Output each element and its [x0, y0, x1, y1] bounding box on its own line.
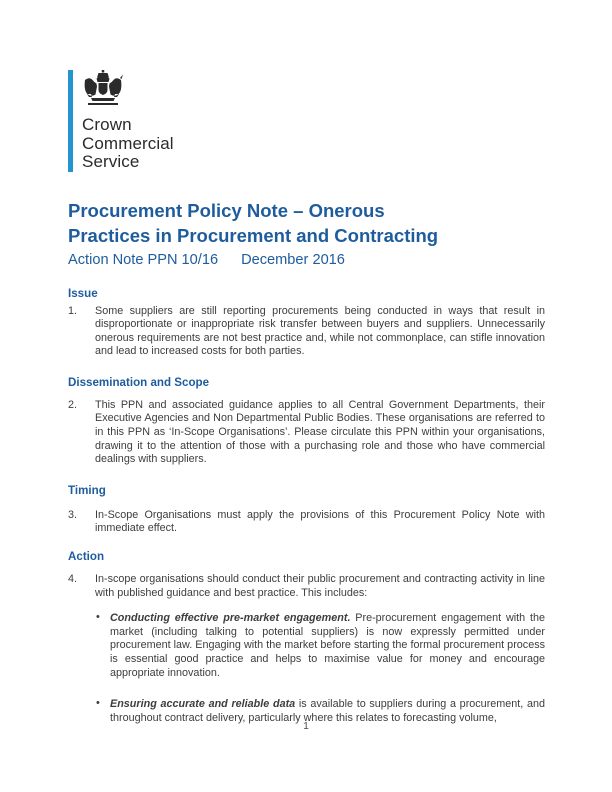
- bullet-icon: •: [96, 697, 100, 710]
- bullet-1-text: Pre-procurement engagement with the market (including talking to potential suppliers) is now expressly permitted under procurement law. Engaging with the market before starting the formal procurement process is essential good practice and helps to maximise value for money and encourage appropriate innovation.: [110, 612, 545, 679]
- paragraph-3-number: 3.: [68, 508, 78, 521]
- paragraph-4: [68, 573, 545, 600]
- paragraph-3-text: In-Scope Organisations must apply the provisions of this Procurement Policy Note with immediate effect.: [95, 508, 545, 535]
- paragraph-1-number: 1.: [68, 304, 78, 317]
- bullet-pre-market-engagement: [68, 612, 545, 680]
- document-title: [68, 198, 545, 248]
- crown-commercial-service-logo: [68, 70, 545, 172]
- paragraph-2-text: This PPN and associated guidance applies to all Central Government Departments, their Executive Agencies and Non Departmental Public Bodies. These organisations are referred to in this PPN as ‘In-Scope Organisations’. Please circulate this PPN within your organisations, drawing it to the attention of those with a purchasing role and those who have commercial dealings with suppliers.: [95, 398, 545, 466]
- paragraph-4-number: 4.: [68, 573, 78, 586]
- bullet-icon: •: [96, 611, 100, 624]
- logo-accent-bar: [68, 70, 73, 172]
- section-heading-timing: Timing: [68, 483, 106, 497]
- page-content: [68, 70, 545, 725]
- logo-text-crown: Crown: [82, 115, 132, 134]
- action-note-reference: Action Note PPN 10/16: [68, 251, 219, 268]
- document-title-line1: Procurement Policy Note – Onerous: [68, 199, 385, 221]
- logo-text-commercial: Commercial: [82, 133, 174, 153]
- logo-text-service: Service: [82, 152, 140, 171]
- paragraph-1: [68, 305, 545, 359]
- bullet-2-lead: Ensuring accurate and reliable data: [110, 698, 296, 711]
- section-heading-issue: Issue: [68, 286, 98, 300]
- page-number: 1: [303, 721, 309, 732]
- bullet-2-text: is available to suppliers during a procurement, and throughout contract delivery, particularly where this relates to forecasting volume,: [110, 698, 545, 724]
- document-subtitle: [68, 250, 545, 270]
- royal-coat-of-arms-icon: [83, 70, 174, 111]
- paragraph-2: [68, 399, 545, 467]
- section-dissemination-and-scope: [68, 376, 545, 467]
- section-issue: [68, 287, 545, 359]
- logo-column: [82, 70, 174, 172]
- section-heading-action: Action: [68, 550, 105, 564]
- document-title-line2: Practices in Procurement and Contracting: [68, 224, 439, 246]
- section-heading-dissemination: Dissemination and Scope: [68, 375, 210, 389]
- paragraph-3: [68, 509, 545, 536]
- bullet-1-lead: Conducting effective pre-market engagement.: [110, 612, 351, 625]
- paragraph-4-text: In-scope organisations should conduct their public procurement and contracting activity in line with published guidance and best practice. This includes:: [95, 573, 545, 599]
- section-timing: [68, 484, 545, 536]
- document-date: December 2016: [241, 251, 345, 268]
- paragraph-2-number: 2.: [68, 398, 78, 411]
- paragraph-1-text: Some suppliers are still reporting procurements being conducted in ways that result in disproportionate or inappropriate risk transfer between buyers and suppliers. Unnecessarily onerous requirements are not best practice and, while not commonplace, can stifle innovation and lead to increased costs for both parties.: [95, 304, 545, 358]
- section-action: [68, 550, 545, 725]
